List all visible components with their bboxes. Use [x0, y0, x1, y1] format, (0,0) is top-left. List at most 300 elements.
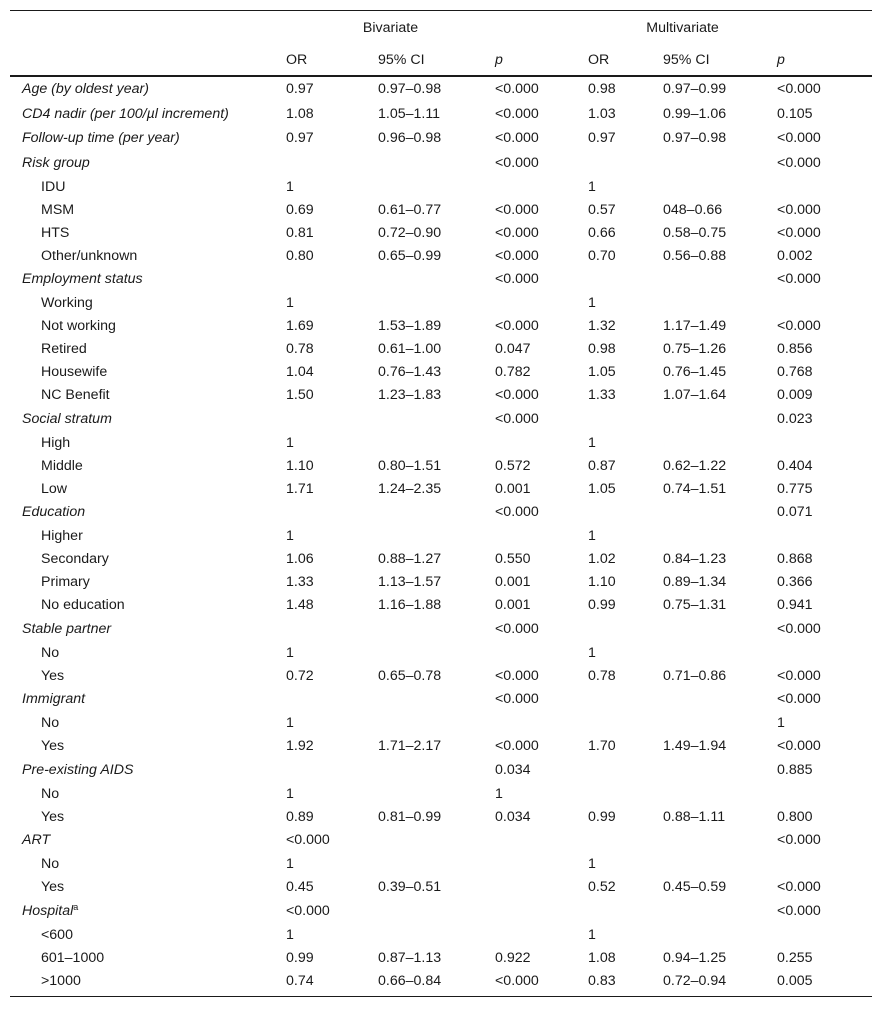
row-label — [10, 384, 286, 407]
cell-m-or: 0.87 — [588, 457, 616, 474]
row-label — [10, 594, 286, 617]
cell-b-p: <0.000 — [495, 154, 539, 171]
row-label-text: Hospital — [22, 903, 74, 920]
row-label-text: Other/unknown — [41, 247, 138, 264]
cell-b-p: 0.001 — [495, 597, 531, 613]
cell-b-or: 0.72 — [286, 667, 314, 684]
cell-m-or: 1.05 — [588, 364, 616, 380]
cell-b-or: 1.06 — [286, 551, 314, 567]
table-row-category — [10, 361, 872, 384]
cell-b-or: 1.50 — [286, 387, 314, 403]
cell-b-or — [286, 151, 378, 176]
cell-m-or: 1.10 — [588, 574, 616, 590]
row-label-text: >1000 — [41, 972, 81, 989]
cell-m-p: 0.366 — [777, 574, 813, 590]
row-label — [10, 102, 286, 127]
table-row-variable — [10, 758, 872, 783]
cell-b-or — [286, 687, 378, 712]
cell-b-ci — [378, 687, 495, 712]
row-label-text: Yes — [41, 667, 65, 684]
row-label — [10, 431, 286, 454]
cell-b-or — [286, 500, 378, 525]
cell-m-p: 0.885 — [777, 761, 813, 778]
table-row-variable — [10, 899, 872, 924]
cell-m-ci: 0.97–0.99 — [663, 81, 727, 98]
cell-m-ci: 0.99–1.06 — [663, 105, 727, 122]
cell-b-p: <0.000 — [495, 620, 539, 637]
row-label — [10, 969, 286, 997]
cell-m-or — [588, 687, 663, 712]
cell-b-p: <0.000 — [495, 105, 539, 122]
cell-b-ci: 1.24–2.35 — [378, 480, 442, 497]
cell-b-p — [495, 175, 588, 198]
cell-m-p: <0.000 — [777, 620, 821, 637]
row-label — [10, 292, 286, 315]
row-label-text: Yes — [41, 808, 65, 825]
cell-b-p: 0.047 — [495, 341, 531, 357]
cell-m-or — [588, 500, 663, 525]
cell-b-ci — [378, 923, 495, 946]
cell-b-ci — [378, 407, 495, 432]
cell-b-ci: 0.88–1.27 — [378, 551, 442, 567]
col-header-multivariate-or: OR — [588, 45, 663, 76]
cell-m-p: 0.105 — [777, 105, 813, 122]
table-row-category — [10, 735, 872, 758]
multivariate-group-header — [588, 11, 777, 46]
cell-b-or: 1 — [286, 178, 294, 195]
cell-m-ci — [663, 617, 777, 642]
row-label-text: Yes — [41, 879, 65, 895]
cell-b-p: 0.001 — [495, 574, 531, 590]
cell-b-ci — [378, 292, 495, 315]
cell-m-ci: 0.84–1.23 — [663, 551, 727, 567]
cell-b-p: <0.000 — [495, 691, 539, 708]
cell-b-or: 1.48 — [286, 597, 314, 613]
cell-m-or — [588, 712, 663, 735]
row-label-text: Low — [41, 480, 68, 497]
table-row-variable — [10, 76, 872, 102]
cell-m-ci — [663, 687, 777, 712]
cell-b-ci — [378, 500, 495, 525]
table-row-category — [10, 431, 872, 454]
cell-b-ci — [378, 641, 495, 664]
cell-b-ci — [378, 175, 495, 198]
cell-m-p: 0.768 — [777, 364, 813, 380]
table-row-category — [10, 876, 872, 899]
cell-b-ci: 0.87–1.13 — [378, 949, 442, 966]
cell-b-ci — [378, 151, 495, 176]
cell-m-p: 0.800 — [777, 808, 813, 825]
cell-m-or: 1 — [588, 528, 596, 544]
cell-m-or: 1.08 — [588, 949, 616, 966]
cell-m-p: 0.404 — [777, 457, 813, 474]
cell-m-or — [588, 828, 663, 853]
cell-b-ci — [378, 782, 495, 805]
table-row-category — [10, 594, 872, 617]
cell-b-p: 1 — [495, 785, 503, 802]
table-row-category — [10, 525, 872, 548]
cell-m-p — [777, 431, 872, 454]
cell-m-or: 0.57 — [588, 201, 616, 218]
cell-m-or: 0.99 — [588, 808, 616, 825]
cell-b-ci: 1.71–2.17 — [378, 738, 442, 754]
row-label — [10, 828, 286, 853]
col-header-multivariate-p: p — [777, 52, 785, 68]
cell-m-p: <0.000 — [777, 81, 821, 98]
row-label-text: Yes — [41, 738, 65, 754]
row-label-text: Immigrant — [22, 691, 86, 708]
cell-m-or: 0.78 — [588, 667, 616, 684]
cell-b-ci — [378, 853, 495, 876]
cell-m-p — [777, 175, 872, 198]
row-label-text: MSM — [41, 201, 75, 218]
row-label — [10, 151, 286, 176]
cell-m-ci: 048–0.66 — [663, 201, 723, 218]
cell-b-or: 0.45 — [286, 879, 314, 895]
bivariate-group-header — [286, 11, 495, 46]
cell-b-p — [495, 899, 588, 924]
cell-m-p — [777, 641, 872, 664]
cell-b-ci: 0.39–0.51 — [378, 879, 442, 895]
cell-m-p: 0.255 — [777, 949, 813, 966]
cell-b-ci: 0.97–0.98 — [378, 81, 442, 98]
cell-b-p: <0.000 — [495, 410, 539, 427]
row-label — [10, 315, 286, 338]
cell-m-or: 1 — [588, 434, 596, 451]
row-label — [10, 923, 286, 946]
cell-b-p: 0.550 — [495, 551, 531, 567]
table-row-variable — [10, 126, 872, 151]
cell-m-p — [777, 525, 872, 548]
row-label — [10, 664, 286, 687]
row-label — [10, 899, 286, 924]
table-row-category — [10, 641, 872, 664]
cell-b-or: 1.08 — [286, 105, 314, 122]
cell-m-or: 0.98 — [588, 341, 616, 357]
row-label-text: Secondary — [41, 551, 109, 567]
cell-b-p: 0.001 — [495, 480, 531, 497]
cell-m-or: 1.32 — [588, 318, 616, 334]
table-body — [10, 76, 872, 997]
row-label-text: Working — [41, 295, 93, 311]
row-label-text: <600 — [41, 926, 73, 943]
cell-b-or: 1.92 — [286, 738, 314, 754]
cell-b-or: 0.89 — [286, 808, 314, 825]
cell-b-or — [286, 758, 378, 783]
cell-b-p: <0.000 — [495, 81, 539, 98]
cell-m-ci: 1.07–1.64 — [663, 387, 727, 403]
cell-b-or: 0.99 — [286, 949, 314, 966]
table-row-category — [10, 712, 872, 735]
row-label-text: IDU — [41, 178, 66, 195]
table-row-variable — [10, 151, 872, 176]
cell-b-or: 0.97 — [286, 130, 314, 147]
cell-m-ci — [663, 292, 777, 315]
cell-b-or: 1.33 — [286, 574, 314, 590]
cell-m-ci: 0.58–0.75 — [663, 224, 727, 241]
cell-m-p: 0.005 — [777, 972, 813, 989]
row-label — [10, 687, 286, 712]
cell-m-ci — [663, 782, 777, 805]
row-label-text: Pre-existing AIDS — [22, 761, 134, 778]
cell-b-ci — [378, 525, 495, 548]
cell-m-p: <0.000 — [777, 738, 821, 754]
row-label-text: NC Benefit — [41, 387, 110, 403]
row-label — [10, 477, 286, 500]
table-row-category — [10, 384, 872, 407]
table-row-category — [10, 315, 872, 338]
row-label — [10, 853, 286, 876]
cell-b-p — [495, 853, 588, 876]
cell-m-ci — [663, 151, 777, 176]
table-row-category — [10, 923, 872, 946]
cell-b-or: 1 — [286, 785, 294, 802]
cell-m-ci: 0.71–0.86 — [663, 667, 727, 684]
cell-b-ci — [378, 267, 495, 292]
row-label-text: HTS — [41, 224, 70, 241]
cell-b-or: 1 — [286, 295, 294, 311]
cell-b-or: 1.71 — [286, 480, 314, 497]
row-label-text: Age (by oldest year) — [22, 81, 149, 98]
cell-m-ci: 1.17–1.49 — [663, 318, 727, 334]
cell-b-ci — [378, 617, 495, 642]
cell-b-ci — [378, 828, 495, 853]
table-row-category — [10, 338, 872, 361]
row-label-text: Not working — [41, 318, 116, 334]
row-label-text: Middle — [41, 457, 83, 474]
cell-m-or — [588, 617, 663, 642]
cell-b-ci: 1.23–1.83 — [378, 387, 442, 403]
cell-b-or — [286, 617, 378, 642]
cell-b-p — [495, 292, 588, 315]
row-label-text: No education — [41, 597, 125, 613]
table-row-category — [10, 244, 872, 267]
cell-m-ci — [663, 500, 777, 525]
cell-b-ci: 0.76–1.43 — [378, 364, 442, 380]
cell-b-p: 0.782 — [495, 364, 531, 380]
row-label — [10, 175, 286, 198]
cell-m-ci: 0.75–1.31 — [663, 597, 727, 613]
row-label — [10, 500, 286, 525]
cell-b-p — [495, 876, 588, 899]
cell-m-p — [777, 853, 872, 876]
row-label — [10, 407, 286, 432]
cell-m-or — [588, 782, 663, 805]
cell-m-or: 0.98 — [588, 81, 616, 98]
row-label — [10, 525, 286, 548]
cell-b-or — [286, 267, 378, 292]
row-label — [10, 758, 286, 783]
cell-m-or: 0.99 — [588, 597, 616, 613]
table-row-category — [10, 805, 872, 828]
cell-b-or: 1 — [286, 528, 294, 544]
cell-b-p — [495, 525, 588, 548]
cell-b-p: <0.000 — [495, 130, 539, 147]
cell-b-or: <0.000 — [286, 902, 330, 919]
table-row-variable — [10, 500, 872, 525]
cell-m-ci: 0.72–0.94 — [663, 972, 727, 989]
cell-m-or: 0.83 — [588, 972, 616, 989]
cell-b-ci — [378, 758, 495, 783]
cell-m-or: 0.70 — [588, 247, 616, 264]
row-label-text: Follow-up time (per year) — [22, 130, 180, 147]
cell-b-or: 0.80 — [286, 247, 314, 264]
cell-b-ci: 1.05–1.11 — [378, 105, 441, 122]
cell-b-ci — [378, 431, 495, 454]
row-label-text: No — [41, 715, 60, 731]
cell-m-ci: 0.94–1.25 — [663, 949, 727, 966]
cell-m-p — [777, 292, 872, 315]
cell-b-or: 1.04 — [286, 364, 314, 380]
row-label-text: Social stratum — [22, 410, 112, 427]
row-label-text: No — [41, 856, 60, 872]
cell-b-p: <0.000 — [495, 667, 539, 684]
cell-b-or: 0.97 — [286, 81, 314, 98]
cell-m-or: 1 — [588, 644, 596, 661]
table-row-category — [10, 454, 872, 477]
row-label-text: Education — [22, 504, 86, 521]
row-label — [10, 244, 286, 267]
cell-b-or: 0.74 — [286, 972, 314, 989]
cell-m-p: 0.002 — [777, 247, 813, 264]
cell-b-p — [495, 923, 588, 946]
cell-b-or: 0.78 — [286, 341, 314, 357]
cell-m-p: <0.000 — [777, 667, 821, 684]
cell-b-or: 1 — [286, 644, 294, 661]
regression-table — [10, 10, 872, 997]
cell-m-or: 1.03 — [588, 105, 616, 122]
cell-m-ci: 0.89–1.34 — [663, 574, 727, 590]
cell-m-ci — [663, 525, 777, 548]
cell-b-p — [495, 641, 588, 664]
col-header-bivariate-ci: 95% CI — [378, 45, 495, 76]
cell-b-ci: 0.81–0.99 — [378, 808, 442, 825]
table-row-variable — [10, 617, 872, 642]
cell-b-ci: 0.66–0.84 — [378, 972, 442, 989]
cell-m-ci: 0.97–0.98 — [663, 130, 727, 147]
row-label — [10, 126, 286, 151]
regression-table-container — [10, 10, 872, 997]
cell-m-ci: 0.56–0.88 — [663, 247, 727, 264]
row-label-text: Risk group — [22, 154, 90, 171]
row-label — [10, 735, 286, 758]
row-label — [10, 221, 286, 244]
cell-m-p: 0.868 — [777, 551, 813, 567]
cell-b-or: 1.69 — [286, 318, 314, 334]
cell-b-p: 0.034 — [495, 761, 531, 778]
cell-m-or: 1.70 — [588, 738, 616, 754]
cell-b-or: 1 — [286, 434, 294, 451]
cell-b-or: 1 — [286, 715, 294, 731]
row-label-text: No — [41, 785, 60, 802]
row-label — [10, 876, 286, 899]
table-row-variable — [10, 102, 872, 127]
row-label — [10, 805, 286, 828]
cell-m-or: 1 — [588, 178, 596, 195]
table-row-variable — [10, 828, 872, 853]
cell-b-p: 0.034 — [495, 808, 531, 825]
cell-m-ci — [663, 431, 777, 454]
cell-m-p — [777, 782, 872, 805]
header-spacer — [495, 11, 588, 46]
cell-b-p: <0.000 — [495, 247, 539, 264]
cell-m-or — [588, 151, 663, 176]
row-label — [10, 361, 286, 384]
cell-m-or: 1.05 — [588, 480, 616, 497]
row-label-text: Higher — [41, 528, 83, 544]
cell-b-ci: 0.96–0.98 — [378, 130, 442, 147]
cell-m-ci — [663, 641, 777, 664]
cell-m-p: <0.000 — [777, 201, 821, 218]
bivariate-label: Bivariate — [362, 20, 419, 36]
cell-b-or: 1.10 — [286, 457, 314, 474]
cell-m-or: 1.02 — [588, 551, 616, 567]
cell-m-p: <0.000 — [777, 318, 821, 334]
cell-b-or — [286, 407, 378, 432]
footnote-marker: a — [73, 902, 79, 913]
row-label-text: Primary — [41, 574, 90, 590]
header-spacer — [777, 11, 872, 46]
cell-b-ci: 0.65–0.99 — [378, 247, 442, 264]
cell-m-p: <0.000 — [777, 879, 821, 895]
cell-m-p: 0.941 — [777, 597, 813, 613]
row-label — [10, 548, 286, 571]
table-row-category — [10, 175, 872, 198]
cell-m-p: <0.000 — [777, 224, 821, 241]
cell-m-ci — [663, 923, 777, 946]
row-label — [10, 454, 286, 477]
table-row-category — [10, 221, 872, 244]
table-row-category — [10, 969, 872, 997]
cell-m-p: <0.000 — [777, 691, 821, 708]
cell-m-or: 1 — [588, 856, 596, 872]
table-row-variable — [10, 687, 872, 712]
cell-m-or: 0.97 — [588, 130, 616, 147]
cell-b-ci: 0.80–1.51 — [378, 457, 442, 474]
table-row-category — [10, 853, 872, 876]
col-header-multivariate-ci: 95% CI — [663, 45, 777, 76]
row-label-text: No — [41, 644, 60, 661]
cell-b-ci: 0.65–0.78 — [378, 667, 442, 684]
row-label — [10, 782, 286, 805]
cell-b-p — [495, 712, 588, 735]
header-empty — [10, 11, 286, 46]
row-label — [10, 198, 286, 221]
cell-m-ci — [663, 828, 777, 853]
row-label-text: Retired — [41, 341, 87, 357]
cell-m-ci — [663, 899, 777, 924]
table-row-category — [10, 571, 872, 594]
row-label-text: 601–1000 — [41, 949, 105, 966]
cell-m-ci: 0.88–1.11 — [663, 808, 726, 825]
header-empty — [10, 45, 286, 76]
row-label-text: Housewife — [41, 364, 108, 380]
cell-b-ci: 1.13–1.57 — [378, 574, 442, 590]
table-header — [10, 11, 872, 77]
row-label-text: ART — [22, 832, 51, 849]
row-label — [10, 267, 286, 292]
cell-m-p: 0.856 — [777, 341, 813, 357]
col-header-bivariate-or: OR — [286, 45, 378, 76]
cell-b-p: <0.000 — [495, 318, 539, 334]
multivariate-label: Multivariate — [646, 20, 719, 36]
cell-m-or: 1.33 — [588, 387, 616, 403]
cell-m-p: <0.000 — [777, 154, 821, 171]
cell-m-or — [588, 899, 663, 924]
table-row-variable — [10, 267, 872, 292]
row-label — [10, 571, 286, 594]
cell-m-ci — [663, 758, 777, 783]
